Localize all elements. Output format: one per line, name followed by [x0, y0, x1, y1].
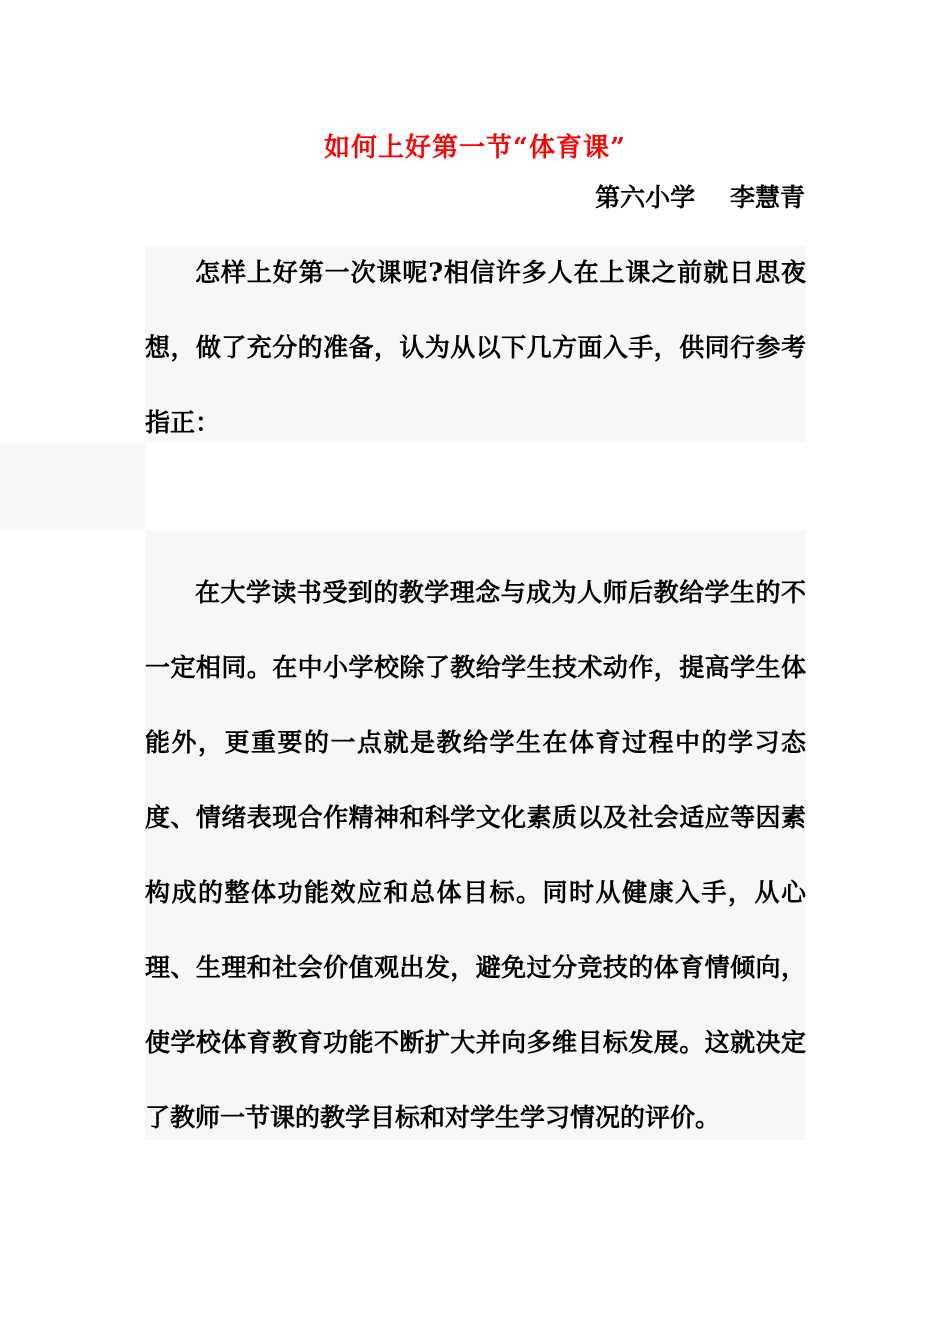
- side-shade-block: [0, 442, 145, 530]
- paragraph-block-main: [145, 530, 806, 1140]
- paragraph-intro: 怎样上好第一次课呢?相信许多人在上课之前就日思夜想，做了充分的准备，认为从以下几方面入手，供同行参考指正：: [145, 258, 806, 437]
- document-title: 如何上好第一节“体育课”: [324, 133, 626, 163]
- author-line: 第六小学 李慧青: [595, 183, 805, 212]
- paragraph-block-intro: [145, 246, 806, 442]
- paragraph-main: 在大学读书受到的教学理念与成为人师后教给学生的不一定相同。在中小学校除了教给学生技术动作，提高学生体能外，更重要的一点就是教给学生在体育过程中的学习态度、情绪表现合作精神和科学文化素质以及社会适应等因素构成的整体功能效应和总体目标。同时从健康入手，从心理、生理和社会价值观出发，避免过分竞技的体育情倾向，使学校体育教育功能不断扩大并向多维目标发展。这就决定了教师一节课的教学目标和对学生学习情况的评价。: [145, 578, 806, 1132]
